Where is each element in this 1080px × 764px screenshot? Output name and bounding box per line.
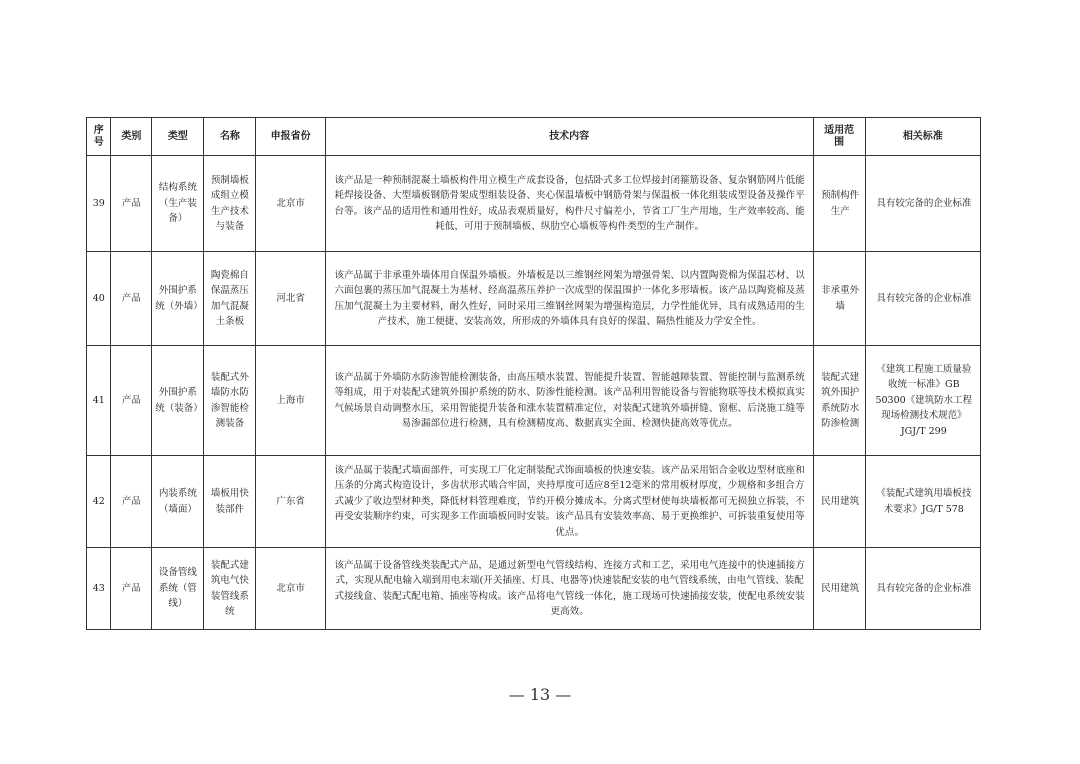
product-table — [86, 117, 981, 630]
header-tech: 技术内容 — [325, 118, 813, 156]
row-type: 设备管线系统（管线） — [152, 548, 204, 630]
row-type: 外围护系统（外墙） — [152, 252, 204, 346]
header-standard: 相关标准 — [865, 118, 980, 156]
header-category: 类别 — [111, 118, 152, 156]
row-standard: 具有较完备的企业标准 — [865, 548, 980, 630]
table-header-row — [87, 118, 981, 156]
row-category: 产品 — [111, 252, 152, 346]
row-type: 结构系统（生产装备） — [152, 156, 204, 252]
row-tech: 该产品是一种预制混凝土墙板构件用立模生产成套设备，包括卧式多工位焊接封闭箍筋设备、复杂钢筋网片低能耗焊接设备、大型墙板钢筋骨架成型组装设备、夹心保温墙板中钢筋骨架与保温板一体化组装成型设备及操作平台等。该产品的适用性和通用性好，成品表观质量好，构件尺寸偏差小，节省工厂生产用地，生产效率较高、能耗低，可用于预制墙板、纵肋空心墙板等构件类型的生产制作。 — [325, 156, 813, 252]
row-scope: 装配式建筑外围护系统防水防渗检测 — [813, 346, 865, 456]
row-scope: 预制构件生产 — [813, 156, 865, 252]
row-tech: 该产品属于装配式墙面部件，可实现工厂化定制装配式饰面墙板的快速安装。该产品采用铝合金收边型材底座和压条的分离式构造设计，多齿状形式啮合牢固，夹持厚度可适应8至12毫米的常用板材厚度，少规格和多组合方式减少了收边型材种类，降低材料管理难度，节约开模分摊成本。分离式型材使每块墙板都可无损独立拆装，不再受安装顺序约束，可实现多工作面墙板同时安装。该产品具有安装效率高、易于更换维护、可拆装重复使用等优点。 — [325, 456, 813, 548]
row-standard: 《建筑工程施工质量验收统一标准》GB 50300《建筑防水工程现场检测技术规范》JGJ/T 299 — [865, 346, 980, 456]
row-scope: 非承重外墙 — [813, 252, 865, 346]
row-seq: 41 — [87, 346, 111, 456]
row-seq: 39 — [87, 156, 111, 252]
row-name: 装配式建筑电气快装管线系统 — [204, 548, 256, 630]
row-standard: 《装配式建筑用墙板技术要求》JG/T 578 — [865, 456, 980, 548]
header-province: 申报省份 — [256, 118, 325, 156]
row-tech: 该产品属于设备管线类装配式产品，是通过新型电气管线结构、连接方式和工艺，采用电气连接中的快速插接方式，实现从配电输入端到用电末端(开关插座、灯具、电器等)快速装配安装的电气管线系统，由电气管线、装配式接线盒、装配式配电箱、插座等构成。该产品将电气管线一体化，施工现场可快速插接安装，使配电系统安装更高效。 — [325, 548, 813, 630]
row-category: 产品 — [111, 156, 152, 252]
row-type: 内装系统（墙面） — [152, 456, 204, 548]
row-province: 广东省 — [256, 456, 325, 548]
row-category: 产品 — [111, 548, 152, 630]
table-row — [87, 346, 981, 456]
row-seq: 42 — [87, 456, 111, 548]
row-name: 预制墙板成组立模生产技术与装备 — [204, 156, 256, 252]
row-name: 墙板用快装部件 — [204, 456, 256, 548]
header-name: 名称 — [204, 118, 256, 156]
table-row — [87, 156, 981, 252]
row-standard: 具有较完备的企业标准 — [865, 252, 980, 346]
header-scope: 适用范围 — [813, 118, 865, 156]
row-province: 北京市 — [256, 548, 325, 630]
row-tech: 该产品属于外墙防水防渗智能检测装备，由高压喷水装置、智能提升装置、智能越障装置、智能控制与监测系统等组成，用于对装配式建筑外围护系统的防水、防渗性能检测。该产品利用智能设备与智能物联等技术模拟真实气候场景自动调整水压，采用智能提升装备和涨水装置精准定位，对装配式建筑外墙拼缝、窗框、后浇施工缝等易渗漏部位进行检测，具有检测精度高、数据真实全面、检测快捷高效等优点。 — [325, 346, 813, 456]
row-type: 外围护系统（装备） — [152, 346, 204, 456]
page-number: — 13 — — [508, 685, 572, 704]
row-seq: 40 — [87, 252, 111, 346]
table-row — [87, 456, 981, 548]
row-name: 陶瓷棉自保温蒸压加气混凝土条板 — [204, 252, 256, 346]
row-standard: 具有较完备的企业标准 — [865, 156, 980, 252]
header-type: 类型 — [152, 118, 204, 156]
row-seq: 43 — [87, 548, 111, 630]
row-province: 河北省 — [256, 252, 325, 346]
row-scope: 民用建筑 — [813, 456, 865, 548]
row-category: 产品 — [111, 346, 152, 456]
row-name: 装配式外墙防水防渗智能检测装备 — [204, 346, 256, 456]
row-category: 产品 — [111, 456, 152, 548]
header-seq: 序号 — [87, 118, 111, 156]
row-tech: 该产品属于非承重外墙体用自保温外墙板。外墙板是以三维钢丝网架为增强骨架、以内置陶瓷棉为保温芯材、以六面包裹的蒸压加气混凝土为基材、经高温蒸压养护一次成型的保温围护一体化多形墙板。该产品以陶瓷棉及蒸压加气混凝土为主要材料，耐久性好，同时采用三维钢丝网架为增强构造层，力学性能优异，具有成熟适用的生产技术，施工便捷、安装高效，所形成的外墙体具有良好的保温、隔热性能及力学安全性。 — [325, 252, 813, 346]
row-province: 上海市 — [256, 346, 325, 456]
table-row — [87, 548, 981, 630]
table-row — [87, 252, 981, 346]
row-scope: 民用建筑 — [813, 548, 865, 630]
row-province: 北京市 — [256, 156, 325, 252]
